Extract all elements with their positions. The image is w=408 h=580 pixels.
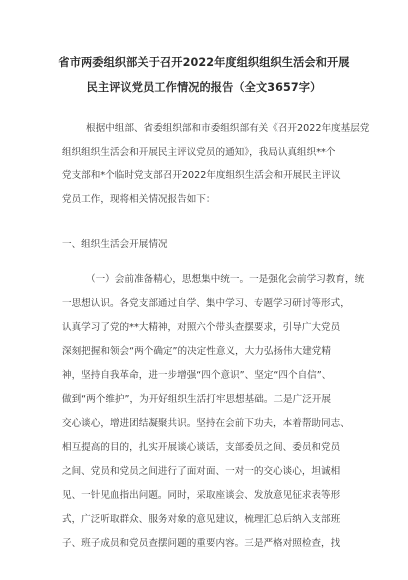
- paragraph-line: 见、一针见血指出问题。同时，采取座谈会、发放意见征求表等形: [62, 490, 341, 501]
- document-title-line-2: 民主评议党员工作情况的报告（全文3657字）: [86, 81, 322, 94]
- intro-line: 党员工作，现将相关情况报告如下：: [62, 194, 216, 205]
- paragraph-line: 神，坚持自我革命，进一步增强“四个意识”、坚定“四个自信”、: [62, 370, 332, 381]
- document-title-line-1: 省市两委组织部关于召开2022年度组织组织生活会和开展: [58, 56, 350, 69]
- paragraph-line: 做到“两个维护”，为开好组织生活打牢思想基础。二是广泛开展: [62, 394, 331, 405]
- intro-line: 根据中组部、省委组织部和市委组织部有关《召开2022年度基层党: [86, 123, 370, 134]
- intro-line: 组织组织生活会和开展民主评议党员的通知》，我局认真组织**个: [62, 147, 336, 158]
- paragraph-line: 之间、党员和党员之间进行了面对面、一对一的交心谈心，坦诚相: [62, 466, 341, 477]
- paragraph-line: 深刻把握和领会“两个确定”的决定性意义，大力弘扬伟大建党精: [62, 346, 331, 357]
- paragraph-line: 相互提高的目的，扎实开展谈心谈话，支部委员之间、委员和党员: [62, 442, 341, 453]
- paragraph-line: 式，广泛听取群众、服务对象的意见建议，梳理汇总后纳入支部班: [62, 514, 341, 525]
- paragraph-line: （一）会前准备精心，思想集中统一。一是强化会前学习教育，统: [86, 274, 365, 285]
- paragraph-line: 认真学习了党的**大精神，对照六个带头查摆要求，引导广大党员: [62, 322, 341, 333]
- paragraph-line: 一思想认识。各党支部通过自学、集中学习、专题学习研讨等形式，: [62, 298, 350, 309]
- paragraph-line: 交心谈心，增进团结凝聚共识。坚持在会前下功夫，本着帮助同志、: [62, 418, 350, 429]
- intro-line: 党支部和*个临时党支部召开2022年度组织生活会和开展民主评议: [62, 170, 341, 181]
- paragraph-line: 子、班子成员和党员查摆问题的重要内容。三是严格对照检查，找: [62, 538, 341, 549]
- section-heading: 一、组织生活会开展情况: [62, 239, 168, 250]
